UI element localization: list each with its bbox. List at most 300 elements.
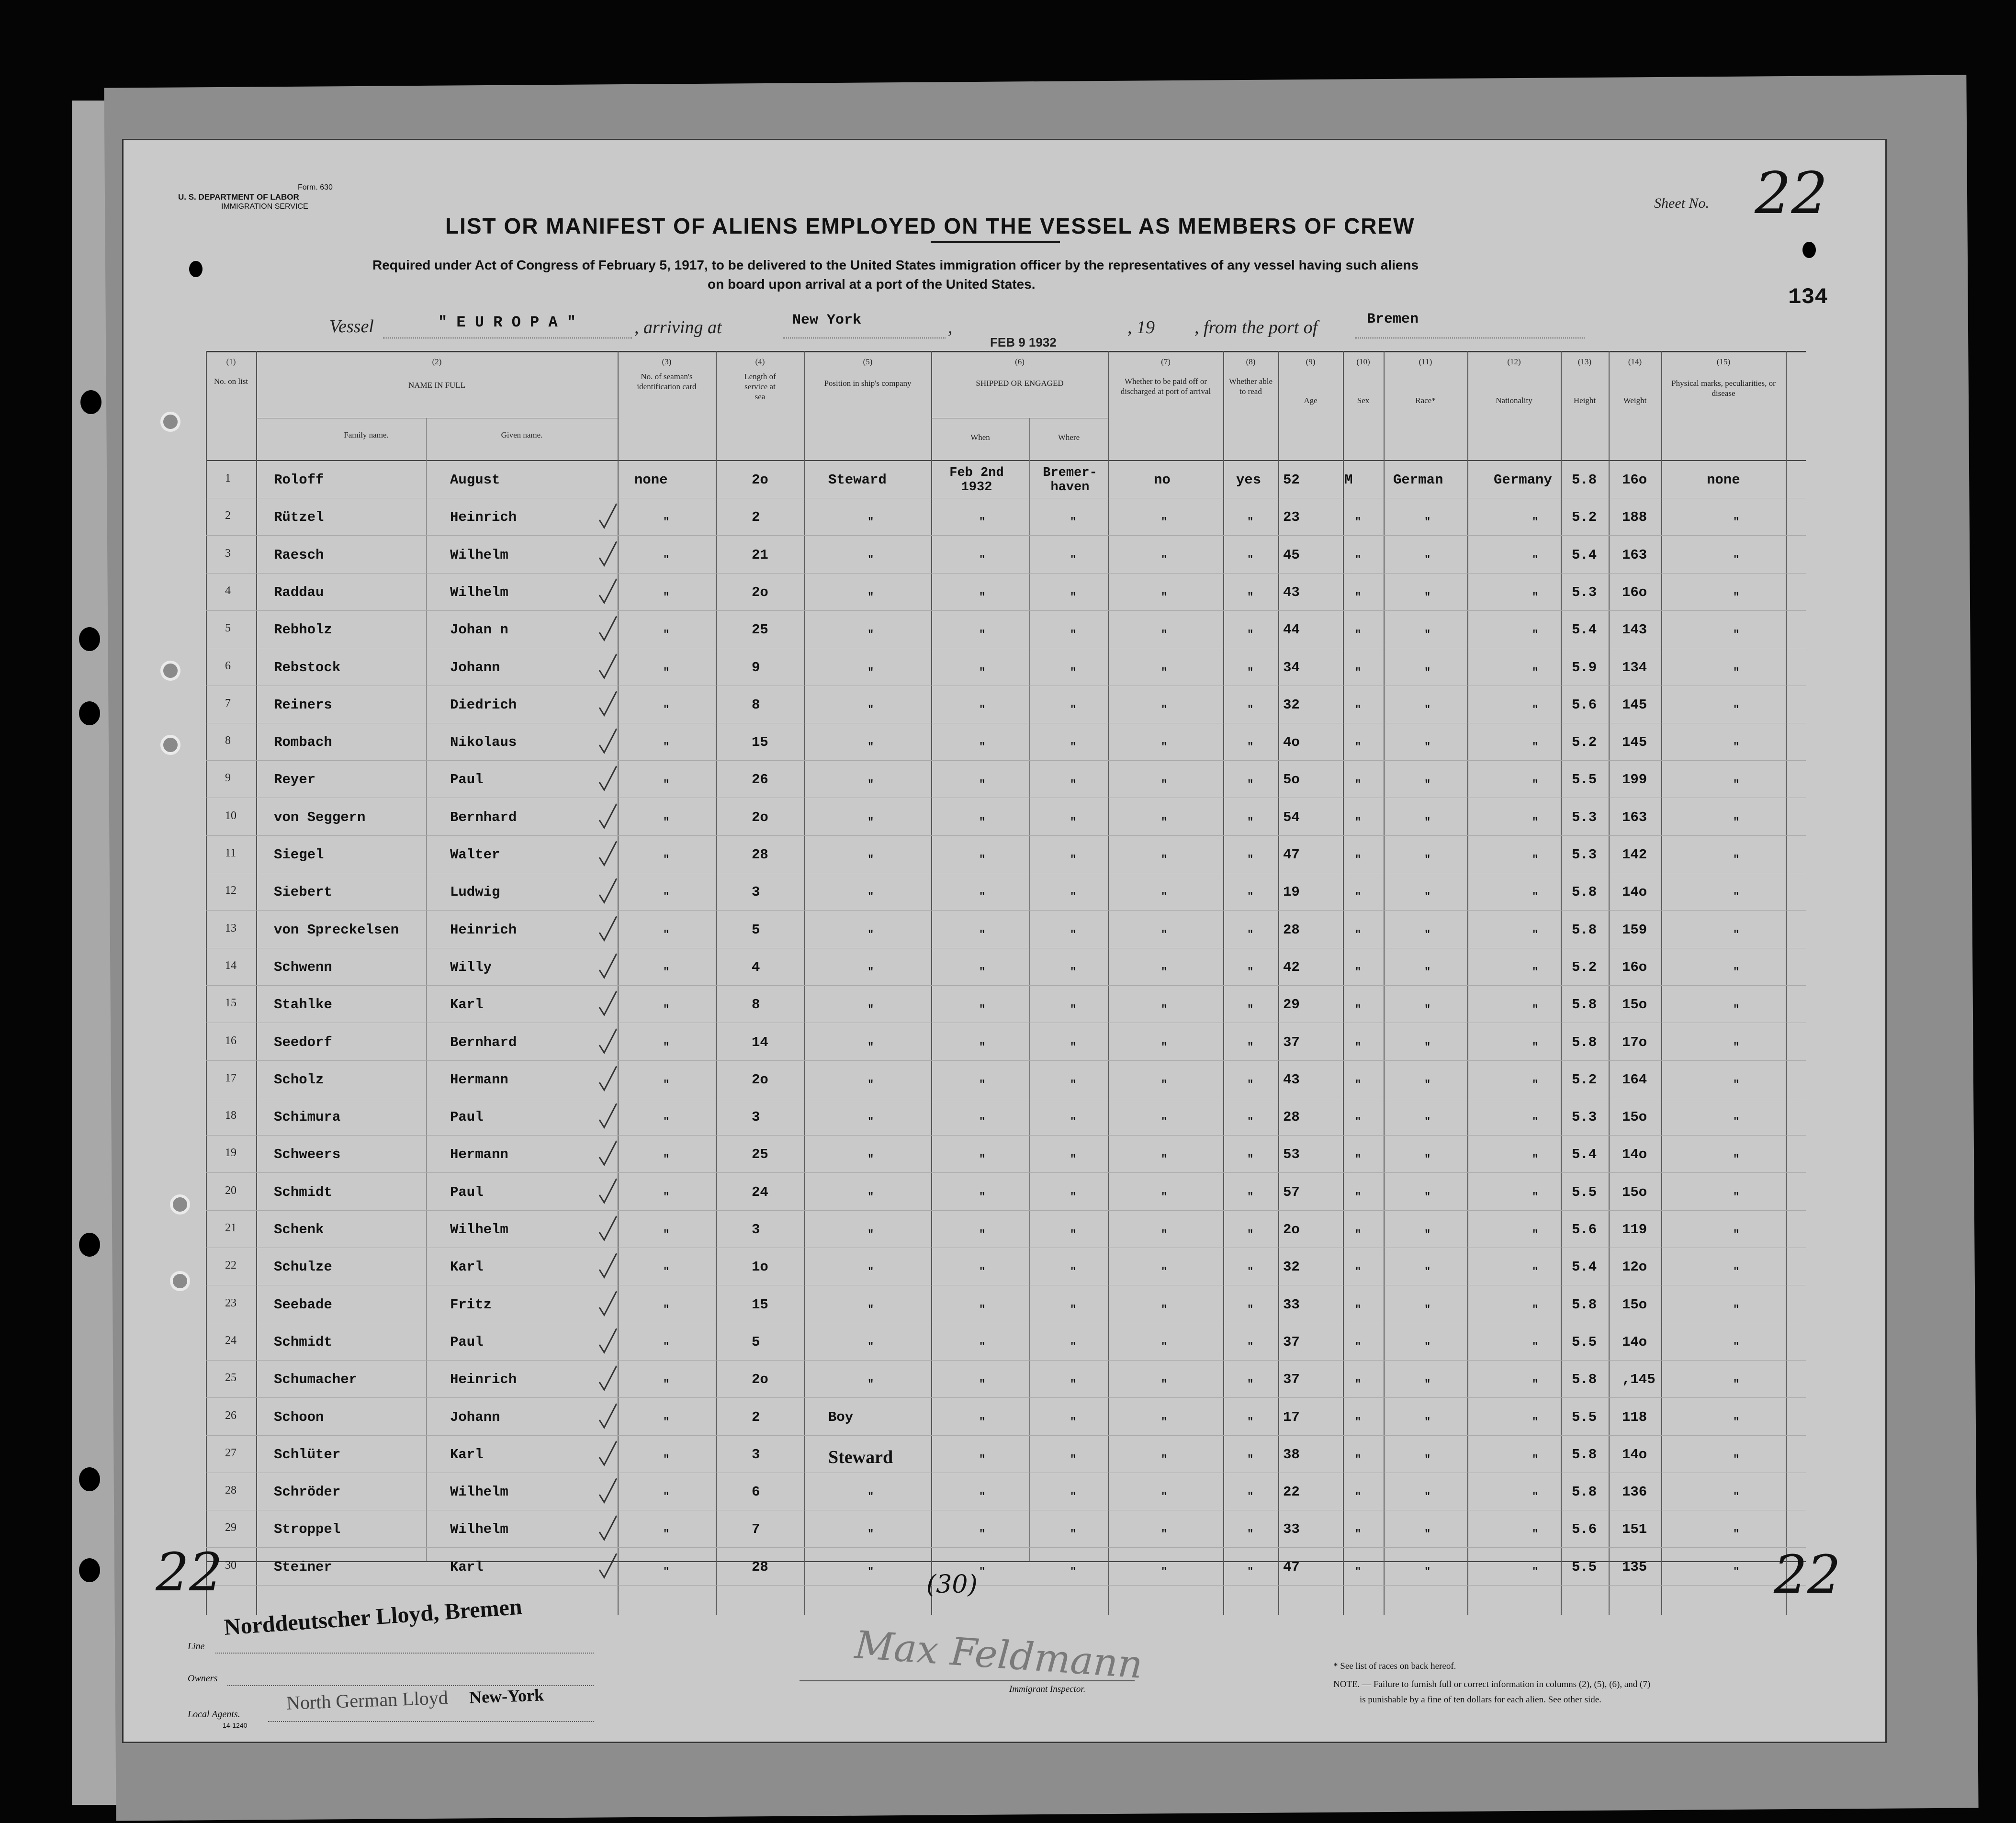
cell-weight: 188 (1622, 509, 1647, 525)
ditto-mark: " (1532, 704, 1539, 716)
cell-weight: ,145 (1622, 1372, 1656, 1387)
ditto-mark: " (1247, 929, 1254, 941)
ditto-mark: " (1247, 1041, 1254, 1053)
ditto-mark: " (1532, 1191, 1539, 1203)
cell-service: 1o (752, 1259, 768, 1275)
ditto-mark: " (1733, 1266, 1740, 1278)
cell-service: 24 (752, 1184, 768, 1200)
ditto-mark: " (1424, 1453, 1431, 1465)
cell-age: 43 (1283, 1072, 1300, 1088)
ditto-mark: " (1355, 741, 1362, 753)
ditto-mark: " (1532, 966, 1539, 978)
ditto-mark: " (867, 1041, 874, 1053)
cell-given: Karl (450, 1447, 484, 1463)
ditto-mark: " (1247, 816, 1254, 828)
cell-service: 26 (752, 772, 768, 788)
ditto-mark: " (663, 1079, 670, 1091)
ditto-mark: " (1070, 1228, 1077, 1240)
ditto-mark: " (1532, 1228, 1539, 1240)
ditto-mark: " (1733, 704, 1740, 716)
cell-position: Steward (828, 472, 887, 488)
cell-service: 8 (752, 697, 760, 713)
ditto-mark: " (1070, 1191, 1077, 1203)
cell-weight: 145 (1622, 697, 1647, 713)
ditto-mark: " (1733, 1453, 1740, 1465)
cell-family: Schlüter (274, 1447, 341, 1463)
ditto-mark: " (979, 1228, 986, 1240)
check-mark-icon (597, 1551, 617, 1579)
ditto-mark: " (1070, 1416, 1077, 1428)
ditto-mark: " (1733, 1153, 1740, 1165)
cell-height: 5.2 (1572, 959, 1597, 975)
cell-family: Rützel (274, 509, 324, 525)
ditto-mark: " (979, 1153, 986, 1165)
cell-height: 5.5 (1572, 1409, 1597, 1425)
ditto-mark: " (1247, 854, 1254, 866)
vessel-label: Vessel (329, 316, 374, 337)
ditto-mark: " (663, 1153, 670, 1165)
ditto-mark: " (1247, 1341, 1254, 1353)
cell-no: 12 (225, 884, 237, 897)
race-note: * See list of races on back hereof. (1333, 1661, 1456, 1671)
cell-height: 5.8 (1572, 884, 1597, 900)
ditto-mark: " (979, 1304, 986, 1316)
cell-family: Seedorf (274, 1035, 332, 1050)
ditto-mark: " (1532, 629, 1539, 641)
ditto-mark: " (1532, 854, 1539, 866)
ditto-mark: " (663, 591, 670, 603)
ditto-mark: " (867, 1228, 874, 1240)
cell-weight: 15o (1622, 997, 1647, 1013)
cell-no: 24 (225, 1334, 237, 1347)
cell-no: 2 (225, 509, 231, 522)
ditto-mark: " (1070, 629, 1077, 641)
cell-age: 37 (1283, 1334, 1300, 1350)
ditto-mark: " (1424, 816, 1431, 828)
ditto-mark: " (979, 1341, 986, 1353)
cell-height: 5.8 (1572, 1372, 1597, 1387)
cell-no: 7 (225, 697, 231, 709)
cell-weight: 142 (1622, 847, 1647, 863)
cell-no: 16 (225, 1035, 237, 1047)
cell-no: 23 (225, 1297, 237, 1309)
col-8-header: (8) Whether able to read (1228, 357, 1273, 396)
cell-given: Diedrich (450, 697, 517, 713)
cell-given: Karl (450, 997, 484, 1013)
ditto-mark: " (663, 1491, 670, 1503)
check-mark-icon (597, 1138, 617, 1167)
cell-weight: 163 (1622, 547, 1647, 563)
ditto-mark: " (1424, 591, 1431, 603)
ditto-mark: " (1355, 629, 1362, 641)
col-7-header: (7) Whether to be paid off or discharged at port of arrival (1120, 357, 1211, 396)
ditto-mark: " (1161, 1003, 1168, 1015)
ditto-mark: " (1355, 1003, 1362, 1015)
ditto-mark: " (663, 1304, 670, 1316)
cell-height: 5.5 (1572, 1184, 1597, 1200)
sheet-number: 22 (1755, 160, 1828, 227)
ditto-mark: " (1070, 1378, 1077, 1390)
cell-position: Steward (828, 1447, 893, 1467)
check-mark-icon (597, 1326, 617, 1354)
ditto-mark: " (1424, 666, 1431, 678)
ditto-mark: " (1161, 1191, 1168, 1203)
ditto-mark: " (1355, 1191, 1362, 1203)
ditto-mark: " (979, 891, 986, 903)
ring-hole (170, 1194, 190, 1215)
cell-when: Feb 2nd 1932 (949, 466, 1004, 495)
ditto-mark: " (1070, 1341, 1077, 1353)
ditto-mark: " (1424, 1079, 1431, 1091)
ditto-mark: " (1355, 1491, 1362, 1503)
cell-age: 17 (1283, 1409, 1300, 1425)
cell-no: 1 (225, 472, 231, 484)
ditto-mark: " (1532, 1341, 1539, 1353)
cell-weight: 16o (1622, 472, 1647, 488)
cell-no: 28 (225, 1484, 237, 1497)
ditto-mark: " (979, 666, 986, 678)
ditto-mark: " (979, 1528, 986, 1540)
line-label: Line (188, 1641, 205, 1652)
ditto-mark: " (1733, 591, 1740, 603)
ditto-mark: " (1532, 591, 1539, 603)
cell-paid: no (1154, 472, 1171, 488)
ditto-mark: " (1424, 1266, 1431, 1278)
check-mark-icon (597, 1026, 617, 1055)
ditto-mark: " (1161, 741, 1168, 753)
ditto-mark: " (1161, 1453, 1168, 1465)
ditto-mark: " (1247, 666, 1254, 678)
cell-age: 42 (1283, 959, 1300, 975)
cell-height: 5.8 (1572, 472, 1597, 488)
ditto-mark: " (663, 966, 670, 978)
cell-family: Steiner (274, 1559, 332, 1575)
margin-number-left: 22 (156, 1542, 223, 1603)
ditto-mark: " (1532, 1453, 1539, 1465)
cell-height: 5.6 (1572, 1521, 1597, 1537)
ditto-mark: " (1161, 854, 1168, 866)
ditto-mark: " (1070, 929, 1077, 941)
ditto-mark: " (867, 591, 874, 603)
ditto-mark: " (1532, 666, 1539, 678)
ditto-mark: " (1355, 1153, 1362, 1165)
cell-given: Bernhard (450, 1035, 517, 1050)
cell-age: 29 (1283, 997, 1300, 1013)
ditto-mark: " (867, 554, 874, 566)
check-mark-icon (597, 763, 617, 792)
check-mark-icon (597, 1288, 617, 1317)
subtitle-line-2: on board upon arrival at a port of the United States. (708, 277, 1036, 292)
ditto-mark: " (1247, 966, 1254, 978)
col-5-header: (5) Position in ship's company (824, 357, 912, 388)
ditto-mark: " (1532, 1041, 1539, 1053)
cell-weight: 163 (1622, 810, 1647, 825)
cell-given: Hermann (450, 1147, 508, 1162)
service-name: IMMIGRATION SERVICE (221, 203, 308, 211)
ditto-mark: " (1247, 1116, 1254, 1128)
cell-height: 5.3 (1572, 1109, 1597, 1125)
cell-height: 5.8 (1572, 1447, 1597, 1463)
check-mark-icon (597, 1438, 617, 1467)
check-mark-icon (597, 1475, 617, 1504)
ditto-mark: " (1355, 516, 1362, 528)
cell-no: 13 (225, 922, 237, 934)
ditto-mark: " (1424, 1191, 1431, 1203)
cell-weight: 16o (1622, 585, 1647, 600)
cell-family: Schweers (274, 1147, 341, 1162)
ditto-mark: " (1070, 666, 1077, 678)
check-mark-icon (597, 1513, 617, 1542)
ditto-mark: " (1424, 741, 1431, 753)
ditto-mark: " (1424, 1153, 1431, 1165)
document-title: LIST OR MANIFEST OF ALIENS EMPLOYED ON THE VESSEL AS MEMBERS OF CREW (445, 214, 1415, 238)
ditto-mark: " (1161, 1491, 1168, 1503)
ditto-mark: " (979, 629, 986, 641)
cell-service: 2o (752, 1072, 768, 1088)
cell-age: 4o (1283, 734, 1300, 750)
cell-given: August (450, 472, 500, 488)
cell-no: 30 (225, 1559, 237, 1572)
ditto-mark: " (979, 704, 986, 716)
cell-weight: 159 (1622, 922, 1647, 938)
cell-height: 5.5 (1572, 1334, 1597, 1350)
ditto-mark: " (1733, 666, 1740, 678)
cell-given: Wilhelm (450, 1521, 508, 1537)
cell-given: Paul (450, 772, 484, 788)
form-number: Form. 630 (298, 183, 333, 191)
ditto-mark: " (867, 1566, 874, 1578)
ditto-mark: " (1355, 1228, 1362, 1240)
check-mark-icon (597, 1176, 617, 1204)
ditto-mark: " (867, 891, 874, 903)
check-mark-icon (597, 1063, 617, 1092)
ditto-mark: " (867, 629, 874, 641)
ditto-mark: " (1532, 1079, 1539, 1091)
cell-service: 14 (752, 1035, 768, 1050)
ditto-mark: " (867, 1378, 874, 1390)
cell-service: 2o (752, 810, 768, 825)
ditto-mark: " (1070, 1079, 1077, 1091)
cell-age: 44 (1283, 622, 1300, 638)
ditto-mark: " (1247, 554, 1254, 566)
ditto-mark: " (1070, 741, 1077, 753)
ditto-mark: " (1070, 966, 1077, 978)
ditto-mark: " (979, 1378, 986, 1390)
ditto-mark: " (1247, 778, 1254, 790)
manifest-table (206, 351, 1806, 1615)
ditto-mark: " (663, 1003, 670, 1015)
ditto-mark: " (1424, 1566, 1431, 1578)
ditto-mark: " (979, 741, 986, 753)
ditto-mark: " (1424, 554, 1431, 566)
cell-service: 25 (752, 622, 768, 638)
ditto-mark: " (663, 1528, 670, 1540)
ditto-mark: " (1161, 778, 1168, 790)
cell-weight: 151 (1622, 1521, 1647, 1537)
ditto-mark: " (1070, 1528, 1077, 1540)
cell-age: 47 (1283, 1559, 1300, 1575)
cell-family: von Seggern (274, 810, 366, 825)
cell-age: 37 (1283, 1372, 1300, 1387)
cell-height: 5.5 (1572, 772, 1597, 788)
col-3-header: (3) No. of seaman's identification card (637, 357, 697, 391)
arriving-port: New York (792, 312, 862, 328)
ditto-mark: " (663, 1266, 670, 1278)
ditto-mark: " (1247, 1566, 1254, 1578)
ditto-mark: " (867, 966, 874, 978)
ditto-mark: " (979, 966, 986, 978)
ditto-mark: " (1355, 1378, 1362, 1390)
ditto-mark: " (1424, 778, 1431, 790)
ditto-mark: " (1355, 1304, 1362, 1316)
check-mark-icon (597, 539, 617, 567)
cell-age: 53 (1283, 1147, 1300, 1162)
punch-hole (79, 701, 100, 725)
cell-service: 3 (752, 1109, 760, 1125)
ditto-mark: " (1247, 1228, 1254, 1240)
ditto-mark: " (1424, 854, 1431, 866)
ditto-mark: " (1247, 1378, 1254, 1390)
ditto-mark: " (1733, 629, 1740, 641)
cell-age: 47 (1283, 847, 1300, 863)
ditto-mark: " (1070, 1116, 1077, 1128)
check-mark-icon (597, 1213, 617, 1242)
ditto-mark: " (867, 1491, 874, 1503)
punch-hole (79, 1467, 100, 1491)
ditto-mark: " (1247, 1453, 1254, 1465)
inspector-signature: Max Feldmann (853, 1622, 1144, 1687)
ditto-mark: " (979, 816, 986, 828)
ditto-mark: " (1070, 816, 1077, 828)
ditto-mark: " (663, 1453, 670, 1465)
ditto-mark: " (1733, 741, 1740, 753)
cell-age: 28 (1283, 1109, 1300, 1125)
ditto-mark: " (1424, 1341, 1431, 1353)
cell-family: Schoon (274, 1409, 324, 1425)
cell-given: Paul (450, 1109, 484, 1125)
col-4-header: (4) Length of service at sea (744, 357, 776, 401)
cell-family: Rebstock (274, 660, 341, 675)
cell-age: 52 (1283, 472, 1300, 488)
cell-no: 22 (225, 1259, 237, 1272)
cell-sex: M (1344, 472, 1353, 488)
ditto-mark: " (979, 1416, 986, 1428)
ditto-mark: " (867, 1079, 874, 1091)
cell-height: 5.9 (1572, 660, 1597, 675)
ditto-mark: " (867, 816, 874, 828)
cell-weight: 14o (1622, 884, 1647, 900)
ditto-mark: " (1424, 1416, 1431, 1428)
check-mark-icon (597, 876, 617, 904)
ditto-mark: " (979, 554, 986, 566)
ditto-mark: " (1532, 516, 1539, 528)
check-mark-icon (597, 651, 617, 680)
cell-service: 7 (752, 1521, 760, 1537)
from-port: Bremen (1367, 311, 1419, 327)
col-9-header: (9) Age (1304, 357, 1318, 405)
col-2-given-header: Given name. (501, 430, 543, 439)
ditto-mark: " (1161, 554, 1168, 566)
ditto-mark: " (1532, 929, 1539, 941)
cell-no: 25 (225, 1372, 237, 1384)
ditto-mark: " (867, 1528, 874, 1540)
ditto-mark: " (1424, 629, 1431, 641)
cell-height: 5.4 (1572, 622, 1597, 638)
ditto-mark: " (1532, 1491, 1539, 1503)
ditto-mark: " (1532, 1416, 1539, 1428)
cell-no: 8 (225, 734, 231, 747)
punch-hole (79, 1233, 100, 1257)
cell-weight: 118 (1622, 1409, 1647, 1425)
cell-service: 5 (752, 922, 760, 938)
ditto-mark: " (1532, 1266, 1539, 1278)
ditto-mark: " (979, 1266, 986, 1278)
ditto-mark: " (1733, 1491, 1740, 1503)
cell-no: 14 (225, 959, 237, 972)
col-11-header: (11) Race* (1415, 357, 1436, 405)
cell-age: 37 (1283, 1035, 1300, 1050)
cell-given: Walter (450, 847, 500, 863)
ditto-mark: " (1070, 778, 1077, 790)
cell-service: 25 (752, 1147, 768, 1162)
col-2-family-header: Family name. (344, 430, 389, 439)
ditto-mark: " (1733, 854, 1740, 866)
ditto-mark: " (979, 1566, 986, 1578)
ditto-mark: " (979, 1191, 986, 1203)
cell-height: 5.8 (1572, 922, 1597, 938)
cell-age: 38 (1283, 1447, 1300, 1463)
cell-age: 45 (1283, 547, 1300, 563)
ditto-mark: " (867, 516, 874, 528)
cell-given: Heinrich (450, 1372, 517, 1387)
ditto-mark: " (1247, 1491, 1254, 1503)
cell-age: 32 (1283, 1259, 1300, 1275)
ditto-mark: " (867, 1341, 874, 1353)
cell-service: 2o (752, 585, 768, 600)
punch-hole (79, 1558, 100, 1582)
cell-no: 11 (225, 847, 237, 859)
ditto-mark: " (1161, 1378, 1168, 1390)
ditto-mark: " (979, 1453, 986, 1465)
date-stamp: FEB 9 1932 (990, 335, 1057, 349)
cell-given: Wilhelm (450, 1222, 508, 1238)
cell-service: 21 (752, 547, 768, 563)
cell-service: 28 (752, 847, 768, 863)
col-1-header: (1) No. on list (214, 357, 248, 386)
ditto-mark: " (1355, 854, 1362, 866)
check-mark-icon (597, 1401, 617, 1429)
ditto-mark: " (1161, 1416, 1168, 1428)
ditto-mark: " (1161, 666, 1168, 678)
cell-read: yes (1236, 472, 1261, 488)
cell-weight: 143 (1622, 622, 1647, 638)
cell-service: 2 (752, 509, 760, 525)
ditto-mark: " (1355, 1416, 1362, 1428)
ditto-mark: " (1355, 554, 1362, 566)
cell-weight: 164 (1622, 1072, 1647, 1088)
ditto-mark: " (1247, 1191, 1254, 1203)
ditto-mark: " (1733, 929, 1740, 941)
ditto-mark: " (1424, 704, 1431, 716)
cell-service: 15 (752, 1297, 768, 1313)
punch-hole (1802, 242, 1816, 258)
ditto-mark: " (867, 704, 874, 716)
agents-city: New-York (469, 1685, 544, 1707)
cell-family: Schwenn (274, 959, 332, 975)
cell-age: 43 (1283, 585, 1300, 600)
cell-family: Siebert (274, 884, 332, 900)
ditto-mark: " (1070, 1566, 1077, 1578)
